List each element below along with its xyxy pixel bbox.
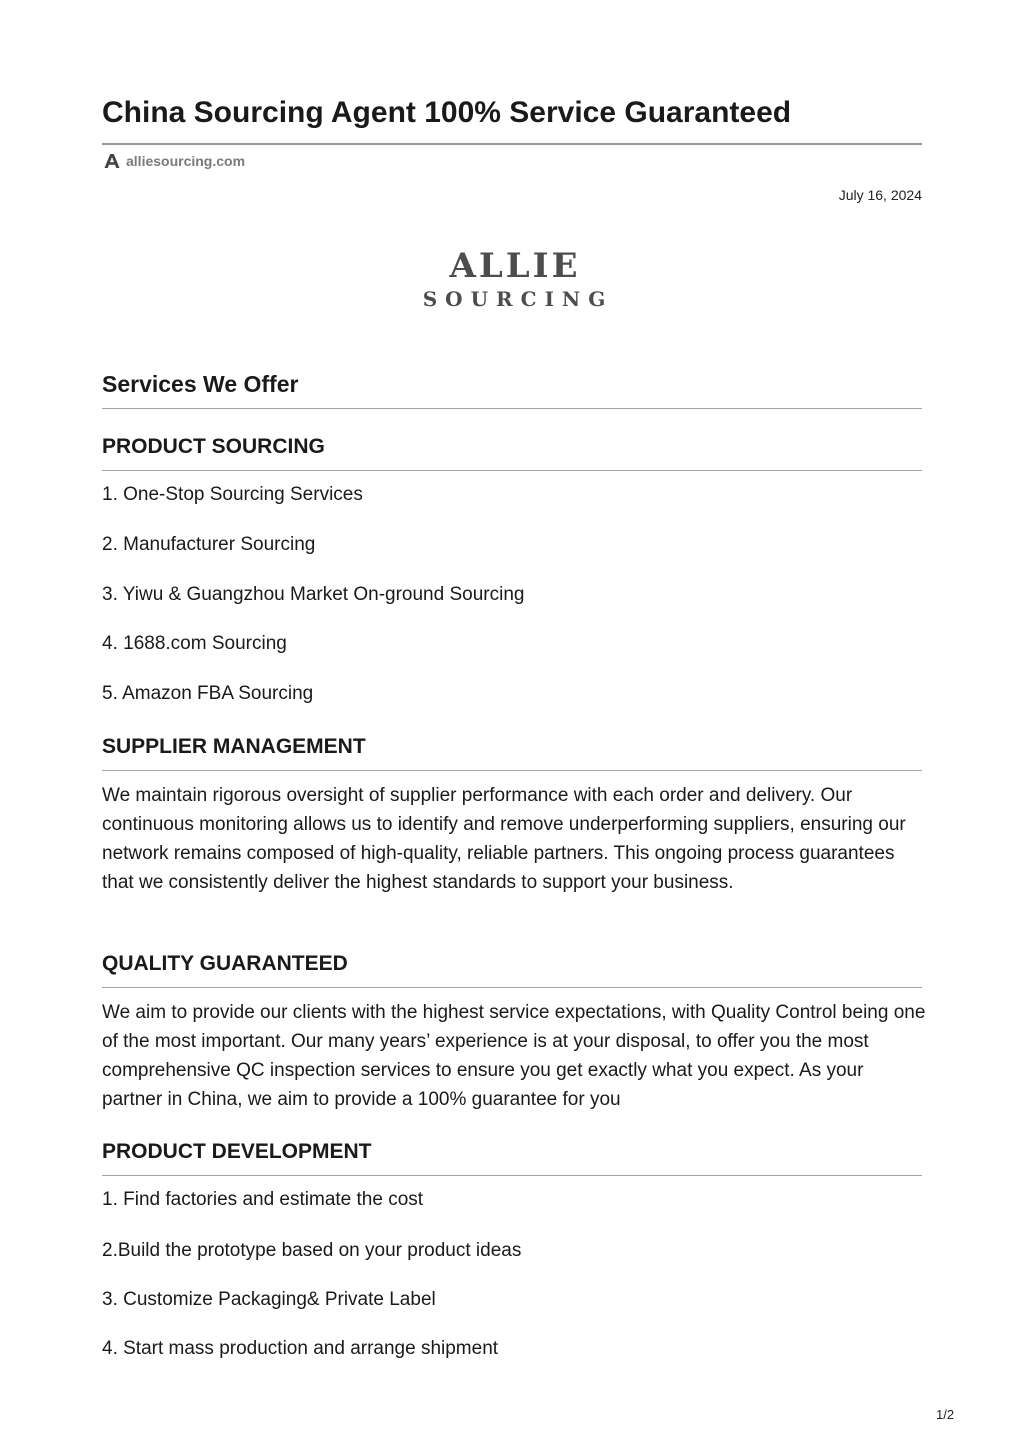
publish-date: July 16, 2024: [838, 187, 922, 203]
section-divider: [102, 470, 922, 471]
quality-guaranteed-body: We aim to provide our clients with the highest service expectations, with Quality Control being one of the most important. Our many years’ experience is at your disposal, to offer you the most comprehensive QC inspection services to ensure you get exactly what you expect. As your partner in China, we aim to provide a 100% guarantee for you: [102, 1002, 926, 1110]
source-attribution: [104, 153, 245, 169]
list-item: 2. Manufacturer Sourcing: [102, 534, 316, 555]
section-divider: [102, 1175, 922, 1176]
list-item: 1. Find factories and estimate the cost: [102, 1189, 424, 1210]
page-number: 1/2: [936, 1407, 955, 1422]
logo-line-2: SOURCING: [422, 287, 614, 311]
list-item: 4. 1688.com Sourcing: [102, 633, 287, 654]
list-item: 1. One-Stop Sourcing Services: [102, 484, 363, 505]
letter-a-logo-icon: [104, 153, 120, 169]
quality-guaranteed-heading: QUALITY GUARANTEED: [102, 952, 348, 975]
list-item: 2.Build the prototype based on your product ideas: [102, 1240, 522, 1261]
list-item: 3. Customize Packaging& Private Label: [102, 1289, 436, 1310]
supplier-management-body: We maintain rigorous oversight of supplier performance with each order and delivery. Our continuous monitoring allows us to identify and remove underperforming suppliers, ensuring our network remains composed of high-quality, reliable partners. This ongoing process guarantees that we consistently deliver the highest standards to support your business.: [102, 785, 906, 893]
supplier-management-heading: SUPPLIER MANAGEMENT: [102, 735, 366, 758]
section-divider: [102, 987, 922, 988]
list-item: 4. Start mass production and arrange shipment: [102, 1338, 499, 1359]
list-item: 3. Yiwu & Guangzhou Market On-ground Sourcing: [102, 584, 525, 605]
section-divider: [102, 408, 922, 409]
section-divider: [102, 770, 922, 771]
allie-sourcing-logo: [102, 246, 922, 312]
list-item: 5. Amazon FBA Sourcing: [102, 683, 314, 704]
product-sourcing-heading: PRODUCT SOURCING: [102, 435, 325, 458]
services-heading: Services We Offer: [102, 371, 299, 397]
source-domain-link[interactable]: alliesourcing.com: [126, 153, 246, 169]
title-divider: [102, 143, 922, 145]
logo-line-1: ALLIE: [449, 246, 581, 286]
product-development-heading: PRODUCT DEVELOPMENT: [102, 1140, 372, 1163]
document-title: China Sourcing Agent 100% Service Guaranteed: [102, 96, 792, 129]
